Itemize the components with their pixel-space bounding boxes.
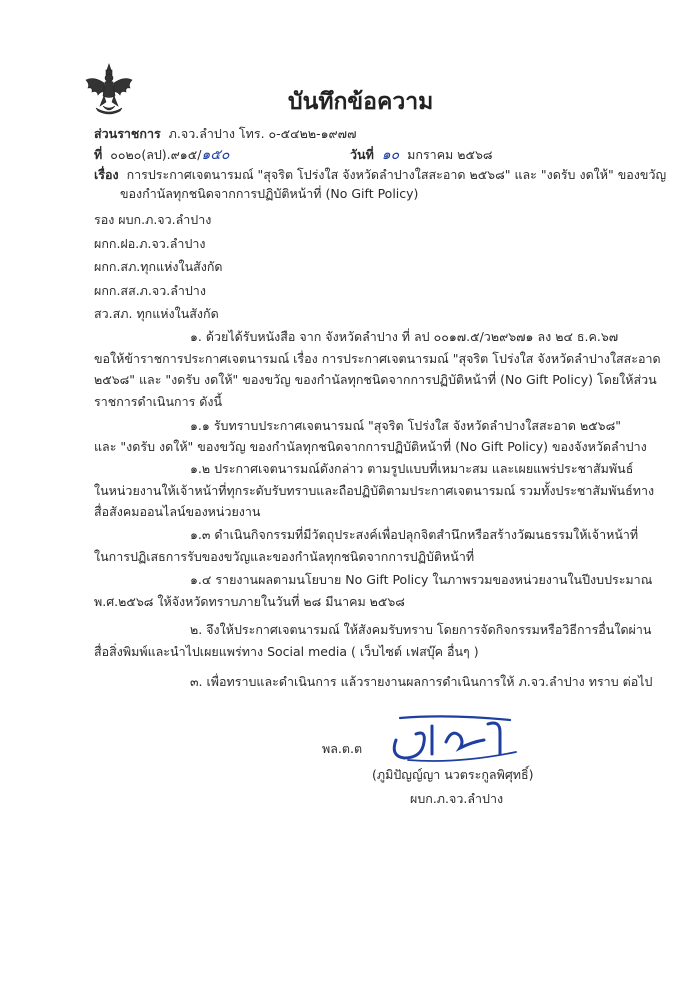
ref-value: ๐๐๒๐(ลป).๙๑๕/: [110, 147, 202, 162]
recipient-3: ผกก.สภ.ทุกแห่งในสังกัด: [94, 259, 223, 274]
sub-1-1-line-2: และ "งดรับ งดให้" ของขวัญ ของกำนัลทุกชนิดจากการปฏิบัติหน้าที่ (No Gift Policy) ของจังหวัดลำปาง: [94, 439, 647, 454]
para-3-line-1: ๓. เพื่อทราบและดำเนินการ แล้วรายงานผลการดำเนินการให้ ภ.จว.ลำปาง ทราบ ต่อไป: [190, 674, 653, 689]
para-2-line-2: สื่อสิ่งพิมพ์และนำไปเผยแพร่ทาง Social media ( เว็บไซต์ เฟสบุ๊ค อื่นๆ ): [94, 644, 479, 659]
date-rest: มกราคม ๒๕๖๘: [407, 147, 493, 162]
signer-name: (ภูมิปัญญ์ญา นวตระกูลพิศุทธิ์): [372, 767, 534, 782]
recipient-5: สว.สภ. ทุกแห่งในสังกัด: [94, 306, 219, 321]
memo-title: บันทึกข้อความ: [288, 89, 434, 115]
subject-line-1: [94, 167, 666, 183]
subject-line-2: ของกำนัลทุกชนิดจากการปฏิบัติหน้าที่ (No Gift Policy): [120, 186, 419, 201]
garuda-emblem-icon: [84, 62, 134, 116]
sub-1-4-line-1: ๑.๔ รายงานผลตามนโยบาย No Gift Policy ในภาพรวมของหน่วยงานในปีงบประมาณ: [190, 572, 653, 587]
ref-number-handwritten: ๑๕๐: [201, 147, 230, 163]
sub-1-2-line-2: ในหน่วยงานให้เจ้าหน้าที่ทุกระดับรับทราบและถือปฏิบัติตามประกาศเจตนารมณ์ รวมทั้งประชาสัมพันธ์ทาง: [94, 483, 655, 498]
para-1-line-2: ขอให้ข้าราชการประกาศเจตนารมณ์ เรื่อง การประกาศเจตนารมณ์ "สุจริต โปร่งใส จังหวัดลำปางใสสะอาด: [94, 351, 661, 366]
para-1-line-1: ๑. ด้วยได้รับหนังสือ จาก จังหวัดลำปาง ที่ ลป ๐๐๑๗.๕/ว๒๙๖๗๑ ลง ๒๔ ธ.ค.๖๗: [190, 329, 619, 344]
date-day-handwritten: ๑๐: [381, 147, 400, 163]
sub-1-2-line-3: สื่อสังคมออนไลน์ของหน่วยงาน: [94, 504, 261, 519]
recipient-2: ผกก.ฝอ.ภ.จว.ลำปาง: [94, 236, 206, 251]
sub-1-3-line-1: ๑.๓ ดำเนินกิจกรรมที่มีวัตถุประสงค์เพื่อปลุกจิตสำนึกหรือสร้างวัฒนธรรมให้เจ้าหน้าที่: [190, 527, 639, 542]
signer-position: ผบก.ภ.จว.ลำปาง: [410, 791, 504, 806]
para-1-line-4: ราชการดำเนินการ ดังนี้: [94, 394, 223, 409]
sub-1-3-line-2: ในการปฏิเสธการรับของขวัญและของกำนัลทุกชนิดจากการปฏิบัติหน้าที่: [94, 549, 475, 564]
para-2-line-1: ๒. จึงให้ประกาศเจตนารมณ์ ให้สังคมรับทราบ โดยการจัดกิจกรรมหรือวิธีการอื่นใดผ่าน: [190, 622, 652, 637]
para-1-line-3: ๒๕๖๘" และ "งดรับ งดให้" ของขวัญ ของกำนัลทุกชนิดจากการปฏิบัติหน้าที่ (No Gift Policy) โดยให้ส่วน: [94, 372, 657, 387]
agency-label: ส่วนราชการ: [94, 126, 161, 141]
subject-text-1: การประกาศเจตนารมณ์ "สุจริต โปร่งใส จังหวัดลำปางใสสะอาด ๒๕๖๘" และ "งดรับ งดให้" ของขวัญ: [126, 167, 667, 182]
sub-1-2-line-1: ๑.๒ ประกาศเจตนารมณ์ดังกล่าว ตามรูปแบบที่เหมาะสม และเผยแพร่ประชาสัมพันธ์: [190, 461, 634, 476]
recipient-1: รอง ผบก.ภ.จว.ลำปาง: [94, 212, 212, 227]
handwritten-signature: [388, 712, 538, 764]
sub-1-1-line-1: ๑.๑ รับทราบประกาศเจตนารมณ์ "สุจริต โปร่งใส จังหวัดลำปางใสสะอาด ๒๕๖๘": [190, 418, 621, 433]
signer-rank: พล.ต.ต: [322, 741, 363, 756]
ref-label: ที่: [94, 147, 103, 162]
recipient-4: ผกก.สส.ภ.จว.ลำปาง: [94, 283, 206, 298]
ref-line: [94, 147, 229, 163]
date-line: [350, 147, 493, 163]
date-label: วันที่: [350, 147, 374, 162]
agency-line: [94, 126, 356, 142]
subject-label: เรื่อง: [94, 167, 119, 182]
agency-value: ภ.จว.ลำปาง โทร. ๐-๕๔๒๒-๑๙๗๗: [168, 126, 357, 141]
sub-1-4-line-2: พ.ศ.๒๕๖๘ ให้จังหวัดทราบภายในวันที่ ๒๘ มีนาคม ๒๕๖๘: [94, 594, 405, 609]
